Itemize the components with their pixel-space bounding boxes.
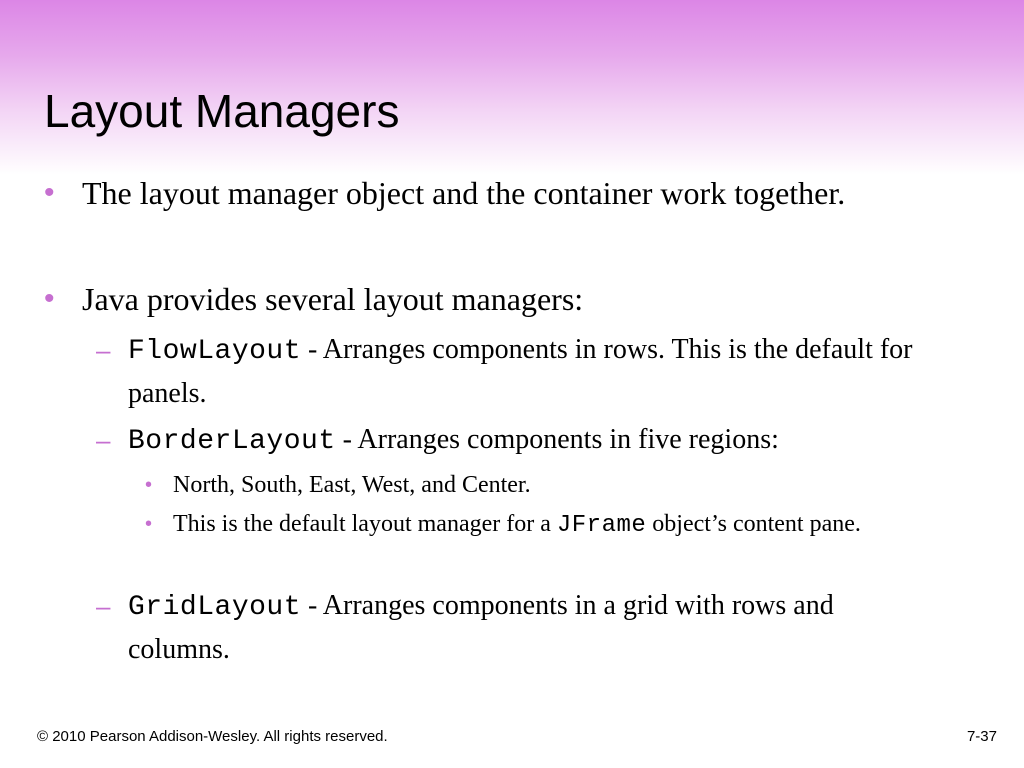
dash-icon: – (96, 335, 111, 365)
dash-icon: – (96, 425, 111, 455)
sub-sub-bullet-item (145, 506, 943, 544)
sub-bullet-text: - Arranges components in rows. This is the default for panels. (128, 334, 913, 409)
bullet-item (44, 169, 952, 217)
code-term: GridLayout (128, 592, 302, 623)
code-term: FlowLayout (128, 336, 302, 367)
bullet-item (44, 275, 952, 323)
code-term: BorderLayout (128, 426, 336, 457)
bullet-text: The layout manager object and the container work together. (82, 175, 846, 211)
code-term: JFrame (556, 512, 647, 539)
sub-sub-bullet-text-before: This is the default layout manager for a (173, 511, 557, 537)
footer-page-number: 7-37 (966, 728, 997, 745)
bullet-dot-icon: • (145, 513, 153, 535)
bullet-dot-icon: • (44, 282, 55, 315)
bullet-text: Java provides several layout managers: (82, 281, 584, 317)
sub-sub-bullet-item (145, 467, 943, 504)
sub-sub-bullet-text: North, South, East, West, and Center. (173, 472, 531, 498)
bullet-dot-icon: • (145, 474, 153, 496)
slide-title: Layout Managers (44, 85, 400, 137)
sub-bullet-text: - Arranges components in five regions: (335, 424, 779, 455)
dash-icon: – (96, 591, 111, 621)
sub-bullet-item (96, 419, 938, 463)
bullet-dot-icon: • (44, 176, 55, 209)
sub-bullet-text: - Arranges components in a grid with rows and columns. (128, 590, 834, 665)
sub-bullet-item (96, 585, 938, 671)
sub-sub-bullet-text-after: object’s content pane. (646, 511, 861, 537)
sub-bullet-item (96, 329, 938, 415)
footer-copyright: © 2010 Pearson Addison-Wesley. All rights reserved. (37, 728, 388, 745)
